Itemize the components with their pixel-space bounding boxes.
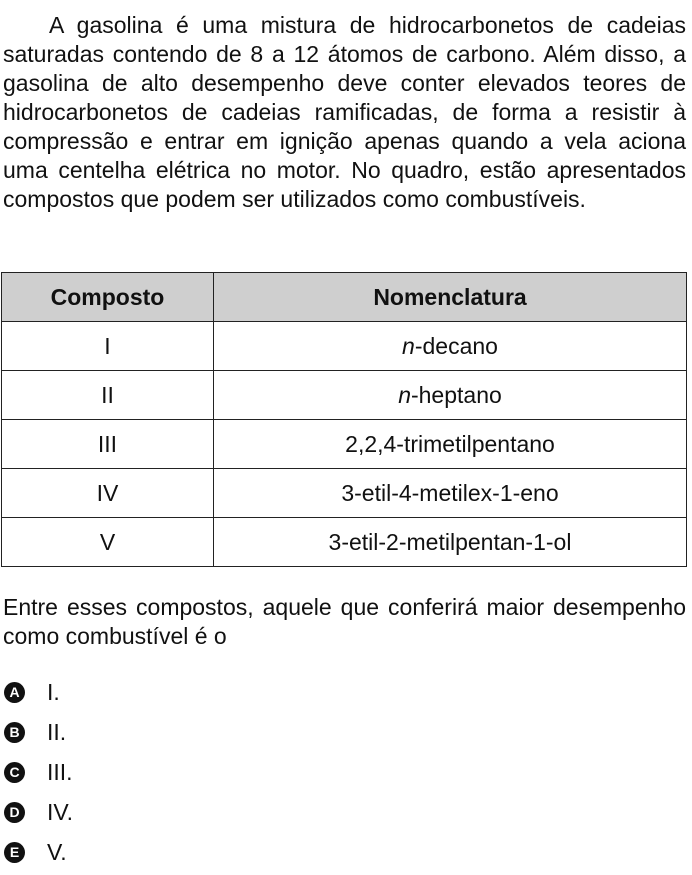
table-row xyxy=(2,469,687,518)
table-row xyxy=(2,518,687,567)
option-text: III. xyxy=(47,758,73,785)
header-nomenclatura: Nomenclatura xyxy=(214,273,687,322)
letter-b-icon: B xyxy=(4,722,25,743)
cell-nomenclatura xyxy=(214,420,687,469)
compound-name: 3-etil-2-metilpentan-1-ol xyxy=(328,528,572,555)
question-paragraph: Entre esses compostos, aquele que conferirá maior desempenho como combustível é o xyxy=(3,594,686,649)
italic-prefix: n xyxy=(402,332,415,359)
option-a[interactable] xyxy=(4,672,73,712)
option-text: IV. xyxy=(47,798,74,825)
letter-d-icon: D xyxy=(4,802,25,823)
letter-a-icon: A xyxy=(4,682,25,703)
cell-composto: V xyxy=(2,518,214,567)
header-composto: Composto xyxy=(2,273,214,322)
cell-composto: IV xyxy=(2,469,214,518)
option-b[interactable] xyxy=(4,712,73,752)
compound-name: 2,2,4-trimetilpentano xyxy=(345,430,555,457)
compounds-table xyxy=(1,272,687,567)
option-text: V. xyxy=(47,838,67,865)
cell-nomenclatura xyxy=(214,469,687,518)
option-e[interactable] xyxy=(4,832,73,872)
cell-nomenclatura xyxy=(214,371,687,420)
table-header-row xyxy=(2,273,687,322)
option-d[interactable] xyxy=(4,792,73,832)
table-row xyxy=(2,322,687,371)
table-row xyxy=(2,371,687,420)
cell-nomenclatura xyxy=(214,518,687,567)
option-text: I. xyxy=(47,678,60,705)
option-c[interactable] xyxy=(4,752,73,792)
table-row xyxy=(2,420,687,469)
answer-options xyxy=(4,672,73,872)
letter-c-icon: C xyxy=(4,762,25,783)
intro-paragraph: A gasolina é uma mistura de hidrocarbonetos de cadeias saturadas contendo de 8 a 12 átomos de carbono. Além disso, a gasolina de alto desempenho deve conter elevados teores de hidrocarbonetos de cadeias ramificadas, de forma a resistir à compressão e entrar em ignição apenas quando a vela aciona uma centelha elétrica no motor. No quadro, estão apresentados compostos que podem ser utilizados como combustíveis. xyxy=(3,12,686,212)
compound-name: 3-etil-4-metilex-1-eno xyxy=(341,479,559,506)
cell-composto: II xyxy=(2,371,214,420)
cell-nomenclatura xyxy=(214,322,687,371)
letter-e-icon: E xyxy=(4,842,25,863)
italic-prefix: n xyxy=(398,381,411,408)
cell-composto: III xyxy=(2,420,214,469)
option-text: II. xyxy=(47,718,67,745)
compound-name: -heptano xyxy=(410,381,502,408)
compound-name: -decano xyxy=(414,332,498,359)
cell-composto: I xyxy=(2,322,214,371)
